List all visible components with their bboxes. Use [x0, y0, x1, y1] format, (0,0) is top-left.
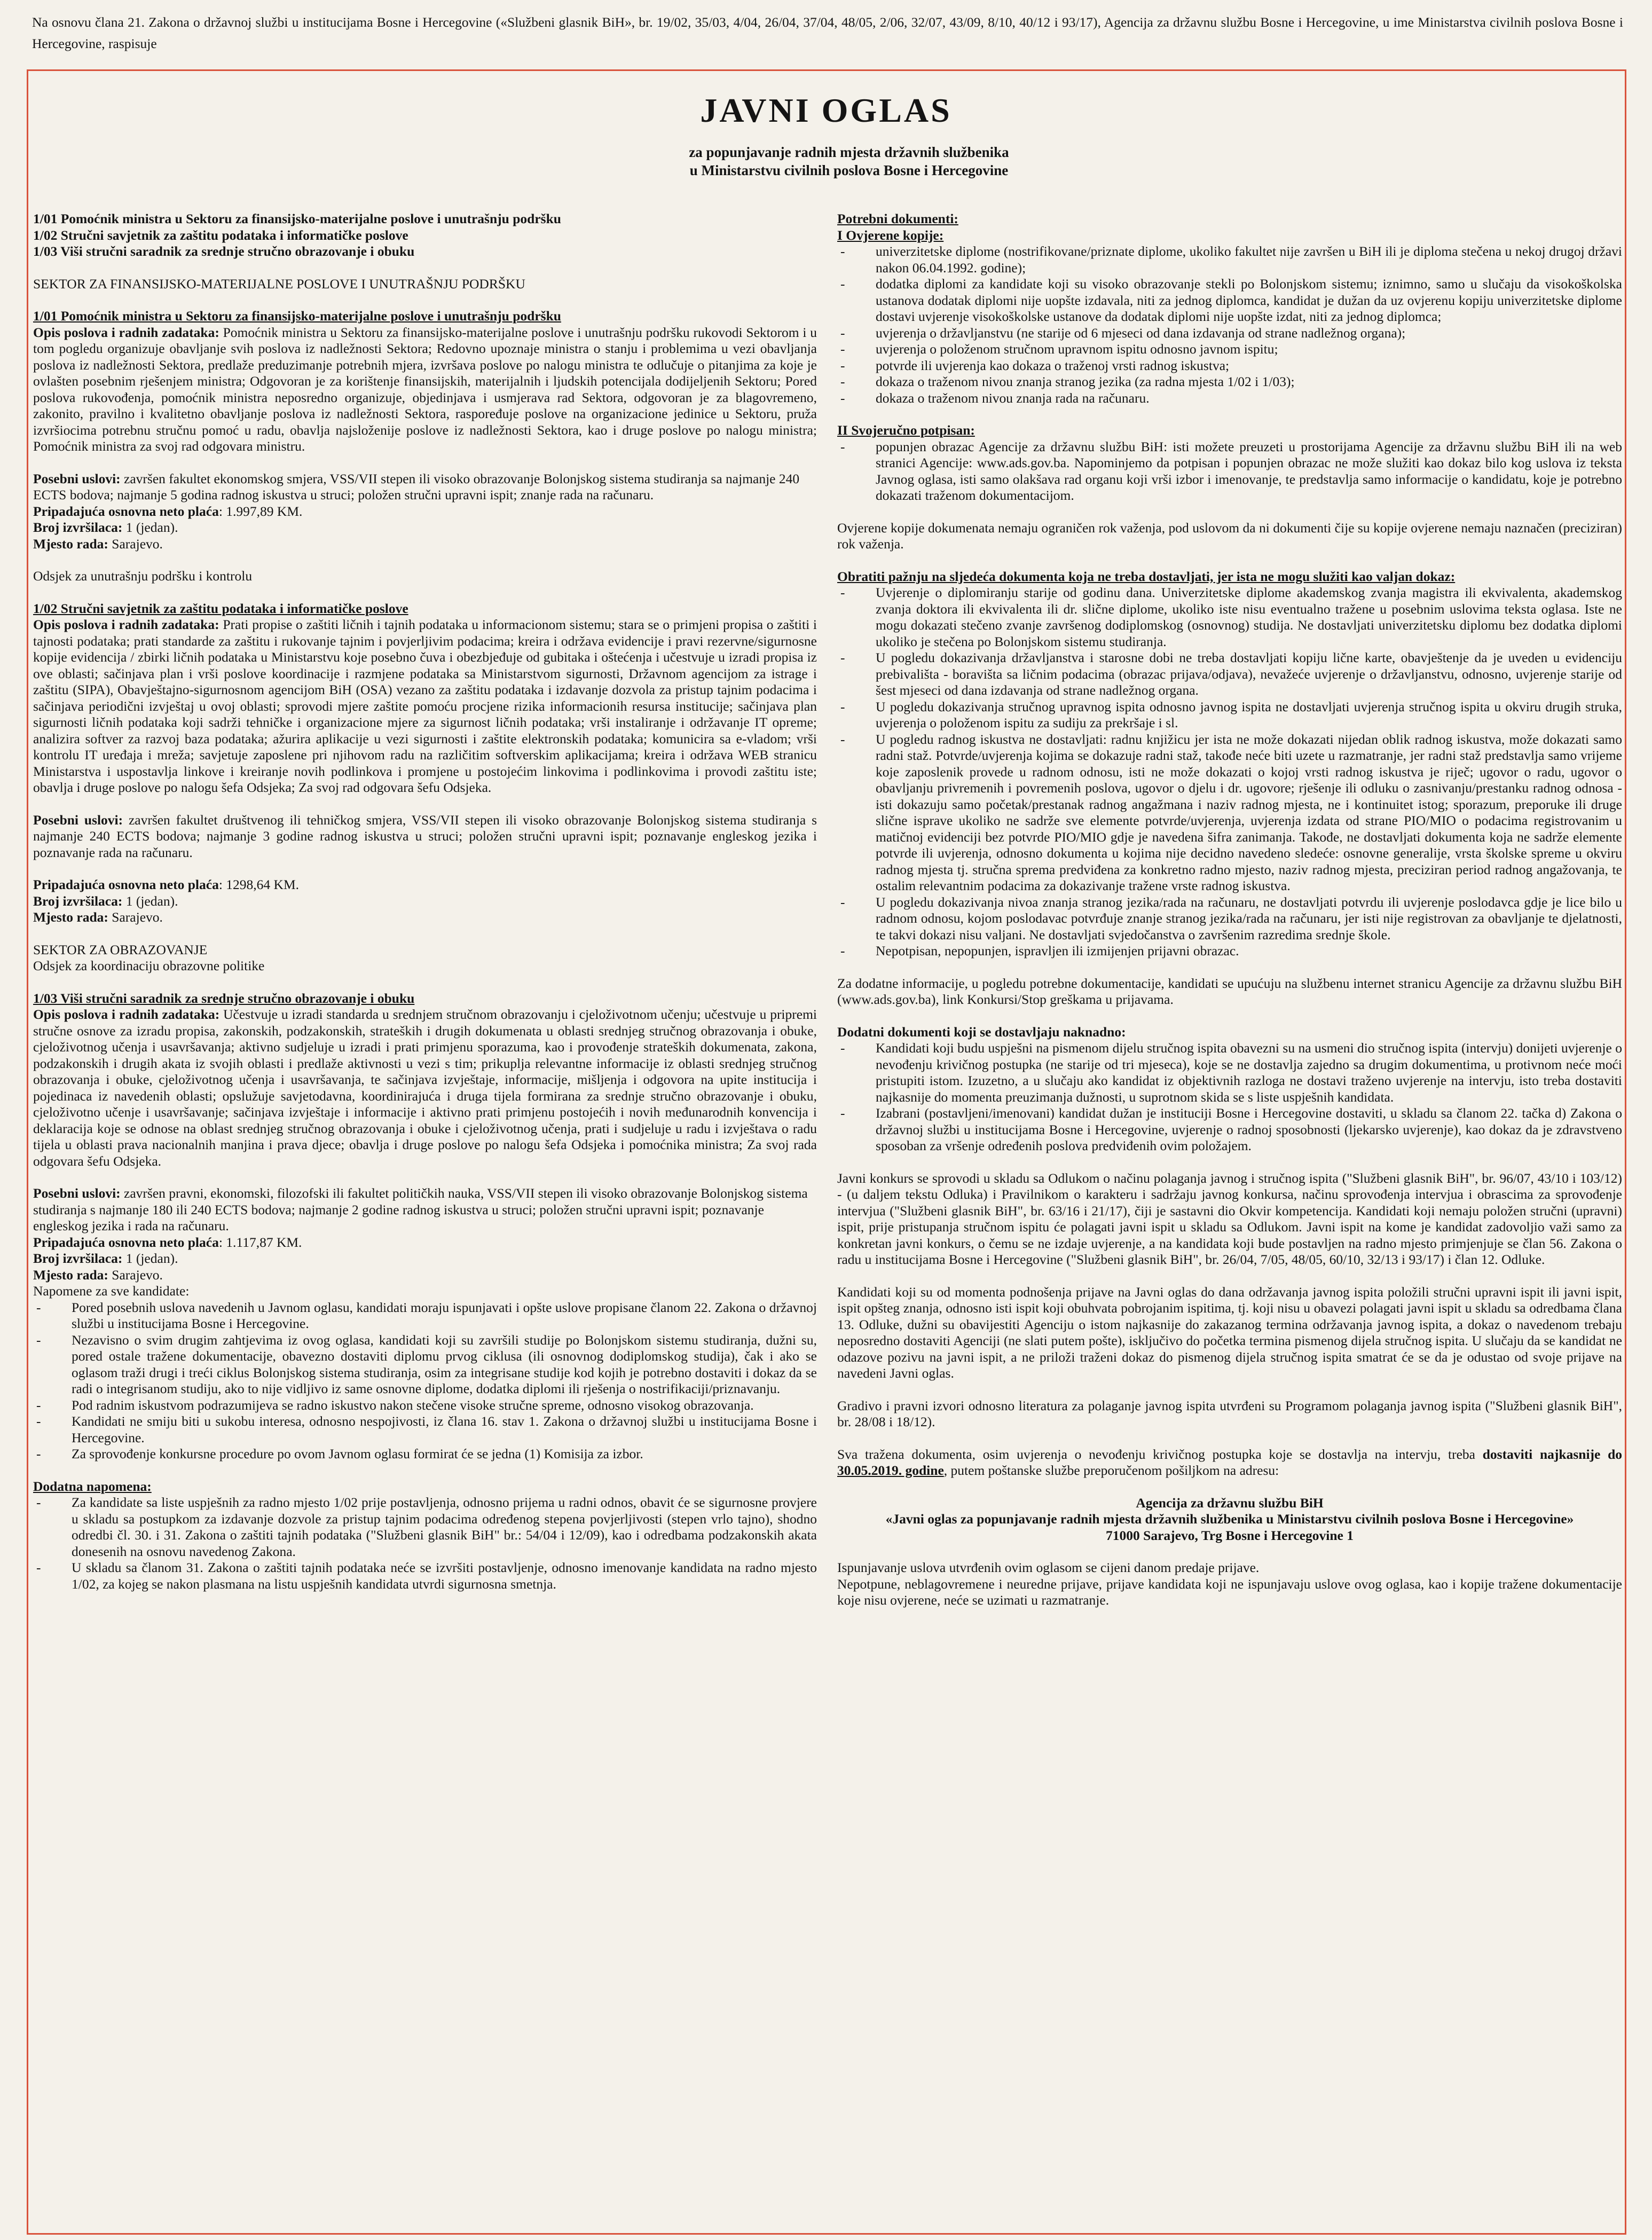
position-item: 1/02 Stručni savjetnik za zaštitu podataka i informatičke poslove: [33, 227, 408, 243]
count-label: Broj izvršilaca:: [33, 893, 123, 909]
attention-list: [837, 585, 1622, 960]
conditions-text: završen fakultet društvenog ili tehničkog smjera, VSS/VII stepen ili visoko obrazovanje Bolonjskog sistema studiranja s najmanje 240 ECTS bodova; najmanje 3 godine radnog iskustva u struci; položen stručni upravni ispit; poznavanje engleskog jezika i poznavanje rada na računaru.: [33, 812, 817, 860]
count-value: 1 (jedan).: [125, 520, 178, 535]
place-label: Mjesto rada:: [33, 1267, 108, 1283]
validity-paragraph: Ovjerene kopije dokumenata nemaju ograničen rok važenja, pod uslovom da ni dokumenti čije su kopije ovjerene nemaju naznačen (preciziran) rok važenja.: [837, 520, 1622, 552]
list-item: - dokaza o traženom nivou znanja rada na računaru.: [837, 390, 1622, 407]
place-value: Sarajevo.: [112, 1267, 163, 1283]
salary-line: [33, 877, 817, 893]
salary-value: : 1.997,89 KM.: [218, 503, 303, 519]
exam-paragraph: Javni konkurs se sprovodi u skladu sa Odlukom o načinu polaganja javnog i stručnog ispita ("Službeni glasnik BiH", br. 96/07, 43/10 i 103/12) - (u daljem tekstu Odluka) i Pravilnikom o karakteru i sadržaju javnog konkursa, načinu sprovođenja intervjua i obrascima za sprovođenje intervjua ("Službeni glasnik BiH", br. 63/16 i 21/17), čiji je sastavni dio Okvir kompetencija. Kandidati koji nemaju položen stručni (upravni) ispit, prije pristupanja stručnom ispitu će polagati javni ispit u skladu sa Odlukom. Javni ispit na kome je kandidat zadovoljio važi samo za konkretan javni konkurs, o čemu se ne izdaje uvjerenje, a na kandidata koji bude postavljen na radno mjesto primjenjuje se član 56. Zakona o radu u institucijama Bosne i Hercegovine ("Službeni glasnik BiH", br. 26/04, 7/05, 48/05, 60/10, 32/13 i 93/17) i član 12. Odluke.: [837, 1170, 1622, 1267]
position-heading: 1/03 Viši stručni saradnik za srednje stručno obrazovanje i obuku: [33, 990, 415, 1006]
position-item: 1/03 Viši stručni saradnik za srednje stručno obrazovanje i obuku: [33, 243, 415, 259]
list-item: - Kandidati koji budu uspješni na pismenom dijelu stručnog ispita obavezni su na usmeni dio stručnog ispita (intervju) donijeti uvjerenje o nevođenju krivičnog postupka (ne starije od tri mjeseca), koje se ne dostavlja zajedno sa drugim dokumentima, u protivnom neće moći pristupiti istom. Izuzetno, a u slučaju ako kandidat iz objektivnih razloga ne dostavi traženo uvjerenje na intervju, isto treba dostaviti najkasnije do momenta preuzimanja dužnosti, u suprotnom skida se s liste uspješnih kandidata.: [837, 1040, 1622, 1105]
list-item: - Uvjerenje o diplomiranju starije od godinu dana. Univerzitetske diplome akademskog zvanja magistra ili ekvivalenta, akademskog zvanja doktora ili ekvivalenta ili dr. slične diplome, ukoliko iste nisu eventualno tražene u posebnim uslovima teksta oglasa. Iste ne mogu dokazati stečeno zvanje završenog dodiplomskog (osnovnog) studija. Ne dostavljati univerzitetsku diplomu bez dodatka diplomi ukoliko je stečena po Bolonjskom sistemu studiranja.: [837, 585, 1622, 650]
duties-text: Prati propise o zaštiti ličnih i tajnih podataka u informacionom sistemu; stara se o primjeni propisa o zaštiti i tajnosti podataka; prati standarde za zaštitu i rukovanje tajnim i povjerljivim podacima; kreira i održava evidencije i pravi rezervne/sigurnosne kopije evidencija / zbirki ličnih podataka u Ministarstvu koje posebno čuva i obezbjeđuje od gubitaka i oštećenja i učestvuje u izradi propisa iz ove oblasti; sačinjava plan i vrši poslove koordinacije i razmjene podataka sa Ministarstvom sigurnosti, Državnom agencijom za istrage i zaštitu (SIPA), Obavještajno-sigurnosnom agencijom BiH (OSA) vezano za zaštitu podataka i izdavanje dozvola za pristup tajnim podacima i sačinjava periodični izvještaj u ovoj oblasti; sprovodi mjere zaštite pomoću procjene rizika informacionih resursa institucije; sačinjava plan sigurnosti ličnih podataka koji sadrži tehničke i organizacione mjere za sigurnost ličnih podataka; vrši instaliranje i održavanje IT opreme; analizira softver za razvoj baza podataka; ažurira aplikacije u vezi sigurnosti i zaštite elektronskih podataka; komunicira sa e-vladom; vrši kontrolu IT uređaja i mreža; savjetuje zaposlene pri njihovom radu na različitim softverskim aplikacijama; kreira i održava WEB stranicu Ministarstva i uspostavlja linkove i kreiranje novih podlinkova i promjene u postojećim linkovima i podlinkovima i provodi zaštitu iste; obavlja i druge poslove po nalogu šefa Odsjeka; Za svoj rad odgovara šefu Odsjeka.: [33, 617, 817, 795]
count-line: [33, 893, 817, 910]
closing-line: Ispunjavanje uslova utvrđenih ovim oglasom se cijeni danom predaje prijave.: [837, 1560, 1260, 1575]
conditions-label: Posebni uslovi:: [33, 470, 121, 486]
duties-text: Pomoćnik ministra u Sektoru za finansijsko-materijalne poslove i unutrašnju podršku rukovodi Sektorom i u tom pogledu organizuje obavljanje svih poslova iz nadležnosti Sektora; Redovno upoznaje ministra o stanju i problemima u vezi obavljanja poslova iz nadležnosti Sektora, predlaže preduzimanje potrebnih mjera, izvršava poslove po nalogu ministra te odlučuje o pitanjima za koje je ovlašten posebnim rješenjem ministra; Odgovoran je za korištenje finansijskih, materijalnih i ljudskih potencijala dodijeljenih Sektoru; Pored poslova rukovođenja, pomoćnik ministra neposredno organizuje, objedinjava i usmjerava rad Sektora, odgovoran je za blagovremeno, zakonito, pravilno i kvalitetno obavljanje poslova iz nadležnosti Sektora, raspoređuje poslove na organizacione jedinice u Sektoru, pruža izvršiocima potrebnu stručnu pomoć u radu, obavlja najsloženije poslove iz nadležnosti Sektora, kao i druge poslove po nalogu ministra; Pomoćnik ministra za svoj rad odgovara ministru.: [33, 324, 817, 454]
deadline-text-end: , putem poštanske službe preporučenom pošiljkom na adresu:: [943, 1463, 1279, 1478]
department-title: Odsjek za koordinaciju obrazovne politike: [33, 958, 265, 973]
list-item: - Kandidati ne smiju biti u sukobu interesa, odnosno nespojivosti, iz člana 16. stav 1. Zakona o državnoj službi u institucijama Bosne i Hercegovine.: [33, 1413, 817, 1446]
count-line: [33, 1251, 817, 1267]
documents-heading: Potrebni dokumenti:: [837, 211, 958, 226]
conditions-paragraph: [33, 471, 817, 504]
right-column: [837, 211, 1622, 1609]
count-label: Broj izvršilaca:: [33, 520, 123, 535]
list-item: - Za sprovođenje konkursne procedure po ovom Javnom oglasu formirat će se jedna (1) Komisija za izbor.: [33, 1446, 817, 1463]
conditions-text: završen fakultet ekonomskog smjera, VSS/VII stepen ili visoko obrazovanje Bolonjskog sistema studiranja sa najmanje 240 ECTS bodova; najmanje 5 godina radnog iskustva u struci; položen stručni upravni ispit; znanje rada na računaru.: [33, 470, 800, 502]
list-item: - U pogledu dokazivanja stručnog upravnog ispita odnosno javnog ispita ne dostavljati uvjerenja stručnog ispita u okviru drugih struka, uvjerenja o položenom ispitu za sudiju za prekršaje i sl.: [837, 699, 1622, 732]
conditions-label: Posebni uslovi:: [33, 812, 123, 828]
salary-label: Pripadajuća osnovna neto plaća: [33, 503, 219, 519]
exam-paragraph: Gradivo i pravni izvori odnosno literatura za polaganje javnog ispita utvrđeni su Programom polaganja javnog ispita ("Službeni glasnik BiH", br. 28/08 i 18/12).: [837, 1397, 1622, 1429]
subtitle-line-1: za popunjavanje radnih mjesta državnih službenika: [689, 144, 1009, 160]
salary-value: : 1298,64 KM.: [218, 877, 300, 892]
list-item: - uvjerenja o položenom stručnom upravnom ispitu odnosno javnom ispitu;: [837, 341, 1622, 358]
attention-heading: Obratiti pažnju na sljedeća dokumenta koja ne treba dostavljati, jer ista ne mogu služiti kao valjan dokaz:: [837, 568, 1456, 584]
address-line: 71000 Sarajevo, Trg Bosne i Hercegovine 1: [1106, 1527, 1354, 1543]
address-line: Agencija za državnu službu BiH: [1136, 1495, 1324, 1511]
list-item: - dokaza o traženom nivou znanja stranog jezika (za radna mjesta 1/02 i 1/03);: [837, 374, 1622, 390]
salary-line: [33, 1235, 817, 1251]
list-item: - Pod radnim iskustvom podrazumijeva se radno iskustvo nakon stečene visoke stručne spreme, odnosno visokog obrazovanja.: [33, 1397, 817, 1414]
list-item: - potvrde ili uvjerenja kao dokaza o traženoj vrsti radnog iskustva;: [837, 358, 1622, 374]
position-heading: 1/01 Pomoćnik ministra u Sektoru za finansijsko-materijalne poslove i unutrašnju podršku: [33, 308, 561, 324]
place-line: [33, 1267, 817, 1284]
additional-docs-list: [837, 1040, 1622, 1154]
place-line: [33, 536, 817, 553]
salary-label: Pripadajuća osnovna neto plaća: [33, 877, 219, 892]
mailing-address: [837, 1495, 1622, 1544]
list-item: - Pored posebnih uslova navedenih u Javnom oglasu, kandidati moraju ispunjavati i opšte uslove propisane članom 22. Zakona o državnoj službi u institucijama Bosne i Hercegovine.: [33, 1300, 817, 1332]
list-item: - univerzitetske diplome (nostrifikovane/priznate diplome, ukoliko fakultet nije završen u BiH ili je diploma stečena u nekoj drugoj državi nakon 06.04.1992. godine);: [837, 243, 1622, 276]
handwritten-list: [837, 439, 1622, 504]
certified-copies-heading: I Ovjerene kopije:: [837, 227, 944, 243]
place-line: [33, 909, 817, 926]
list-item: - Nezavisno o svim drugim zahtjevima iz ovog oglasa, kandidati koji su završili studije po Bolonjskom sistemu studiranja, dužni su, pored ostale tražene dokumentacije, obavezno dostaviti diplomu prvog ciklusa (ili osnovnog dodiplomskog studija), čak i ako se oglasom traži drugi i treći ciklus Bolonjskog sistema studiranja, osim za integrisane studije kod kojih je potrebno dostaviti i dokaz da se radi o integrisanom studiju, ako to nije vidljivo iz same osnovne diplome, dodatka diplomi ili rješenja o nostrifikaciji/priznavanju.: [33, 1332, 817, 1397]
position-item: 1/01 Pomoćnik ministra u Sektoru za finansijsko-materijalne poslove i unutrašnju podršku: [33, 211, 561, 226]
position-heading: 1/02 Stručni savjetnik za zaštitu podataka i informatičke poslove: [33, 600, 408, 616]
handwritten-heading: II Svojeručno potpisan:: [837, 422, 975, 438]
place-value: Sarajevo.: [112, 909, 163, 925]
duties-paragraph: [33, 617, 817, 796]
positions-list: [33, 211, 817, 260]
place-label: Mjesto rada:: [33, 909, 108, 925]
list-item: - uvjerenja o državljanstvu (ne starije od 6 mjeseci od dana izdavanja od strane nadležnog organa);: [837, 325, 1622, 342]
place-value: Sarajevo.: [112, 536, 163, 552]
place-label: Mjesto rada:: [33, 536, 108, 552]
list-item: - Za kandidate sa liste uspješnih za radno mjesto 1/02 prije postavljenja, odnosno prijema u radni odnos, obavit će se sigurnosne provjere u skladu sa postupkom za izdavanje dozvole za pristup tajnim podacima određenog stepena povjerljivosti (stepen vrlo tajno), shodno odredbi čl. 30. i 31. Zakona o zaštiti tajnih podataka ("Službeni glasnik BiH" br.: 54/04 i 12/09), kao i odredbama podzakonskih akata donesenih na osnovu navedenog Zakona.: [33, 1495, 817, 1560]
ad-title: JAVNI OGLAS: [700, 91, 952, 129]
sector-title: SEKTOR ZA OBRAZOVANJE: [33, 941, 208, 957]
conditions-paragraph: [33, 1185, 817, 1235]
extra-notes-heading: Dodatna napomena:: [33, 1478, 152, 1494]
list-item: - U pogledu dokazivanja državljanstva i starosne dobi ne treba dostavljati kopiju lične karte, obavještenje da je uveden u evidenciju prebivališta - boravišta sa ličnim podacima (obrazac prijava/odjava), nevažeće uvjerenje o državljanstvu, odnosno, uvjerenje starije od šest mjeseci od dana izdavanja od strane nadležnog organa.: [837, 650, 1622, 699]
salary-label: Pripadajuća osnovna neto plaća: [33, 1234, 219, 1250]
conditions-label: Posebni uslovi:: [33, 1185, 121, 1201]
subtitle-line-2: u Ministarstvu civilnih poslova Bosne i Hercegovine: [689, 162, 1009, 178]
list-item: - popunjen obrazac Agencije za državnu službu BiH: isti možete preuzeti u prostorijama Agencije za državnu službu BiH ili na web stranici Agencije: www.ads.gov.ba. Napominjemo da potpisan i popunjen obrazac ne može služiti kao dokaz bilo kog uslova iz teksta Javnog oglasa, isti samo olakšava rad organu koji vrši izbor i imenovanje, te predstavlja samo informacije o kandidatu, koje je potrebno dokazati traženom dokumentacijom.: [837, 439, 1622, 504]
count-label: Broj izvršilaca:: [33, 1251, 123, 1266]
notes-list: [33, 1300, 817, 1463]
list-item: - dodatka diplomi za kandidate koji su visoko obrazovanje stekli po Bolonjskom sistemu; iznimno, samo u slučaju da visokoškolska ustanova dodatak diplomi nije uopšte izdavala, niti za jednog diplomca, kandidat je dužan da uz ovjerenu kopiju univerzitetske diplome dostavi uvjerenje visokoškolske ustanove da dodatak diplomi nije uopšte izdat, niti za jednog diplomca;: [837, 276, 1622, 325]
count-value: 1 (jedan).: [125, 1251, 178, 1266]
list-item: - Izabrani (postavljeni/imenovani) kandidat dužan je instituciji Bosne i Hercegovine dostaviti, u skladu sa članom 22. tačka d) Zakona o državnoj službi u institucijama Bosne i Hercegovine, uvjerenje o radnoj sposobnosti (ljekarsko uvjerenje), kao dokaz da je zdravstveno sposoban za vršenje određenih poslova predviđenih ovim položajem.: [837, 1105, 1622, 1154]
duties-label: Opis poslova i radnih zadataka:: [33, 324, 219, 340]
count-value: 1 (jedan).: [125, 893, 178, 909]
exam-paragraph: Kandidati koji su od momenta podnošenja prijave na Javni oglas do dana održavanja javnog ispita položili stručni upravni ispit ili javni ispit, ispit opšteg znanja, odnosno isti ispit koji obuhvata pobrojanim ispitima, tj. koji nisu u obavezi polagati javni ispit u skladu sa odredbama člana 13. Odluke, dužni su obavijestiti Agenciju o istom najkasnije do zakazanog termina održavanja javnog ispita, a dokaz o navedenom trebaju neposredno dostaviti Agenciji (ne slati putem pošte), isključivo do početka termina pismenog dijela stručnog ispita. U slučaju da se kandidat ne odazove pozivu na javni ispit, a ne priloži traženi dokaz do pismenog dijela stručnog ispita smatrat će se da je odustao od svoje prijave na navedeni Javni oglas.: [837, 1284, 1622, 1381]
list-item: - U pogledu dokazivanja nivoa znanja stranog jezika/rada na računaru, ne dostavljati potvrdu ili uvjerenje poslodavca gdje je lice bilo u radnom odnosu, kojom poslodavac potvrđuje znanje stranog jezika/rada na računaru, jer isti nije registrovan za obavljanje te djelatnosti, te takvi dokazi nisu valjani. Ne dostavljati svjedočanstva o završenim razredima srednje škole.: [837, 894, 1622, 944]
salary-value: : 1.117,87 KM.: [218, 1234, 302, 1250]
notes-heading: Napomene za sve kandidate:: [33, 1283, 190, 1299]
deadline-date: 30.05.2019. godine: [837, 1463, 944, 1478]
closing-line: Nepotpune, neblagovremene i neuredne prijave, prijave kandidata koji ne ispunjavaju uslove ovog oglasa, kao i kopije tražene dokumentacije koje nisu ovjerene, neće se uzimati u razmatranje.: [837, 1576, 1622, 1608]
salary-line: [33, 504, 817, 520]
department-title: Odsjek za unutrašnju podršku i kontrolu: [33, 568, 253, 584]
duties-label: Opis poslova i radnih zadataka:: [33, 617, 219, 632]
left-column: [33, 211, 817, 1608]
duties-paragraph: [33, 325, 817, 455]
ad-subtitle: [582, 143, 1116, 179]
additional-docs-heading: Dodatni dokumenti koji se dostavljaju naknadno:: [837, 1024, 1126, 1040]
count-line: [33, 520, 817, 536]
conditions-paragraph: [33, 812, 817, 861]
info-paragraph: Za dodatne informacije, u pogledu potrebne dokumentacije, kandidati se upućuju na službenu internet stranicu Agencije za državnu službu BiH (www.ads.gov.ba), link Konkursi/Stop greškama u prijavama.: [837, 975, 1622, 1007]
list-item: - U pogledu radnog iskustva ne dostavljati: radnu knjižicu jer ista ne može dokazati nijedan oblik radnog iskustva, može dokazati samo radni staž. Potvrde/uvjerenja kojima se dokazuje radni staž, takođe neće biti uzete u razmatranje, jer radni staž predstavlja samo vrijeme koje zaposlenik provede u radnom odnosu, isti ne može dokazati o kojoj vrsti radnog iskustva je riječ; ugovor o radu, ugovor o obavljanju privremenih i povremenih poslova, ugovor o djelu i dr. ugovore; rješenje ili odluku o zasnivanju/prestanku radnog odnosa - isti dokazuju samo početak/prestanak radnog angažmana i naziv radnog mjesta, ne i kontinuitet istog; sporazum, preporuke ili druge slične isprave ukoliko ne sadrže sve elemente potvrde/uvjerenja, uvjerenja izdata od strane PIO/MIO o podacima registrovanim u matičnoj evidenciji bez potvrde PIO/MIO gdje je navedena šifra zanimanja. Takođe, ne dostavljati dokumenta koja ne sadrže elemente potvrde ili uvjerenja, odnosno dokumenta u kojima nije decidno navedeno sledeće: osnovne generalije, vrsta školske spreme u okviru radnog mjesta tj. stručna sprema predviđena za konkretno radno mjesto, naziv radnog mjesta, preciziran period radnog angažovanja, te ostalim relevantnim podacima za dokazivanje tražene vrste radnog iskustva.: [837, 732, 1622, 894]
deadline-paragraph: [837, 1447, 1622, 1479]
deadline-text: Sva tražena dokumenta, osim uvjerenja o nevođenju krivičnog postupka koje se dostavlja na intervju, treba: [837, 1446, 1483, 1462]
extra-notes-list: [33, 1495, 817, 1592]
deadline-bold: dostaviti najkasnije do: [1482, 1446, 1623, 1462]
duties-label: Opis poslova i radnih zadataka:: [33, 1007, 220, 1022]
sector-title: SEKTOR ZA FINANSIJSKO-MATERIJALNE POSLOVE I UNUTRAŠNJU PODRŠKU: [33, 276, 525, 292]
conditions-text: završen pravni, ekonomski, filozofski ili fakultet političkih nauka, VSS/VII stepen ili visoko obrazovanje Bolonjskog sistema studiranja s najmanje 180 ili 240 ECTS bodova; najmanje 2 godine radnog iskustva u struci; položen stručni upravni ispit; poznavanje engleskog jezika i rada na računaru.: [33, 1185, 808, 1233]
duties-paragraph: [33, 1007, 817, 1169]
duties-text: Učestvuje u izradi standarda u srednjem stručnom obrazovanju i cjeloživotnom učenju; učestvuje u pripremi stručne osnove za izradu propisa, zakonskih, podzakonskih, strateških i drugih dokumenata u oblasti srednjeg stručnog obrazovanja i obuke, cjeloživotnog učenja i usavršavanja; aktivno sudjeluje u izradi i prati primjenu sporazuma, kao i provođenje strateških dokumenata, zakona, podzakonskih i drugih akata iz svojih oblasti i predlaže aktivnosti u vezi s tim; prikuplja relevantne informacije iz oblasti srednjeg stručnog obrazovanja i obuke, cjeloživotnog učenja i usavršavanja, te sačinjava izvještaje, informacije, mišljenja i odgovora na upite institucija i pojedinaca iz navedenih oblasti; opslužuje savjetodavna, koordinirajuća i druga tijela formirana za srednje stručno obrazovanje i obuku, cjeloživotno učenje i usavršavanje; sačinjava izvještaje i informacije i aktivno prati primjenu postojećih i novih međunarodnih konvencija i deklaracija koje se odnose na oblast srednjeg stručnog obrazovanja i obuke i cjeloživotnog učenja, prati i sudjeluje u radu i izvještava o radu tijela u oblasti prava nacionalnih manjina i prava djece; obavlja i druge poslove po nalogu šefa Odsjeka i pomoćnika ministra; Za svoj rada odgovara šefu Odsjeka.: [33, 1007, 817, 1169]
certified-copies-list: [837, 243, 1622, 406]
intro-paragraph: Na osnovu člana 21. Zakona o državnoj službi u institucijama Bosne i Hercegovine («Službeni glasnik BiH», br. 19/02, 35/03, 4/04, 26/04, 37/04, 48/05, 2/06, 32/07, 43/09, 8/10, 40/12 i 93/17), Agencija za državnu službu Bosne i Hercegovine, u ime Ministarstva civilnih poslova Bosne i Hercegovine, raspisuje: [32, 14, 1623, 51]
list-item: - Nepotpisan, nepopunjen, ispravljen ili izmijenjen prijavni obrazac.: [837, 943, 1622, 960]
list-item: - U skladu sa članom 31. Zakona o zaštiti tajnih podataka neće se izvršiti postavljenje, odnosno imenovanje kandidata na radno mjesto 1/02, za kojeg se nakon plasmana na listu uspješnih kandidata utvrdi sigurnosna smetnja.: [33, 1560, 817, 1592]
address-line: «Javni oglas za popunjavanje radnih mjesta državnih službenika u Ministarstvu civilnih poslova Bosne i Hercegovine»: [885, 1511, 1574, 1527]
